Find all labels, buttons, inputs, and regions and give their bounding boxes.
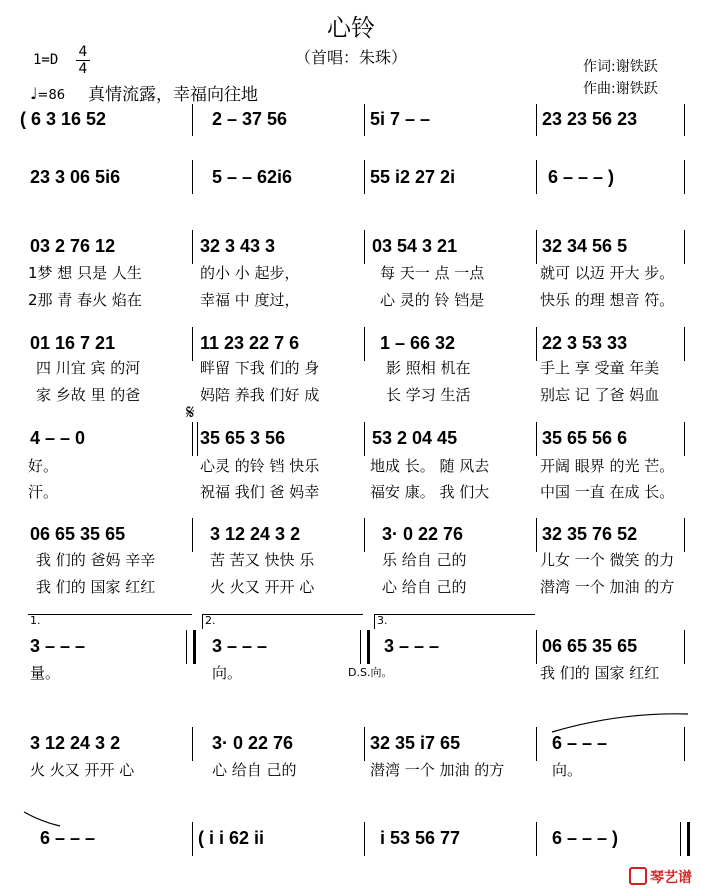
lyric-text: 家 乡故 里 的爸: [36, 386, 141, 404]
barline: [192, 160, 193, 194]
barline: [536, 327, 537, 361]
measure-13: 01 16 7 21: [30, 333, 116, 353]
volta-bracket-3: [374, 614, 535, 629]
lyric-text: 开阔 眼界 的光 芒。: [540, 457, 675, 475]
lyric-text: 汗。: [28, 483, 59, 501]
lyric-text: 别忘 记 了爸 妈血: [540, 386, 660, 404]
measure-1: ( 6 3 16 52: [20, 109, 107, 129]
barline: [192, 327, 193, 361]
lyric-text: 心 给自 己的: [212, 761, 297, 779]
tempo-marking: [30, 84, 65, 103]
measure-3: 5i 7 – –: [370, 109, 431, 129]
measure-10: 32 3 43 3: [200, 236, 276, 256]
measure-26: 3 – – –: [212, 636, 268, 656]
volta-label-1: 1.: [30, 614, 41, 627]
measure-36: 6 – – – ): [552, 828, 619, 848]
measure-15: 1 – 66 32: [380, 333, 456, 353]
composer-credit: 作曲:谢铁跃: [583, 81, 658, 97]
lyric-text: 四 川宜 宾 的河: [36, 359, 141, 377]
lyric-text: 中国 一直 在成 长。: [540, 483, 675, 501]
barline: [536, 518, 537, 552]
volta-label-2: 2.: [205, 614, 216, 627]
repeat-start-barline: [192, 422, 198, 456]
double-barline: [360, 630, 370, 664]
measure-16: 22 3 53 33: [542, 333, 628, 353]
measure-19: 53 2 04 45: [372, 428, 458, 448]
measure-23: 3· 0 22 76: [382, 524, 464, 544]
lyric-text: 潜湾 一个 加油 的方: [370, 761, 505, 779]
barline: [536, 822, 537, 856]
lyric-text: 火 火又 开开 心: [30, 761, 135, 779]
lyric-text: 心 给自 己的: [382, 578, 467, 596]
tempo-value: =86: [37, 88, 65, 103]
lyric-text: 苦 苦又 快快 乐: [210, 551, 315, 569]
measure-22: 3 12 24 3 2: [210, 524, 301, 544]
barline: [684, 518, 685, 552]
lyric-text: 量。: [30, 664, 61, 682]
barline: [536, 160, 537, 194]
barline: [192, 230, 193, 264]
meter-top: 4: [78, 44, 88, 60]
song-title: 心铃: [327, 14, 375, 42]
measure-21: 06 65 35 65: [30, 524, 126, 544]
barline: [536, 422, 537, 456]
barline: [364, 822, 365, 856]
barline: [536, 727, 537, 761]
lyric-text: 向。: [552, 761, 583, 779]
measure-30: 3· 0 22 76: [212, 733, 294, 753]
song-subtitle: （首唱：朱珠）: [294, 48, 407, 67]
barline: [364, 518, 365, 552]
barline: [684, 630, 685, 664]
barline: [536, 630, 537, 664]
barline: [192, 822, 193, 856]
measure-34: ( i i 62 ii: [198, 828, 265, 848]
final-barline: [680, 822, 690, 856]
lyric-text: 乐 给自 己的: [382, 551, 467, 569]
measure-24: 32 35 76 52: [542, 524, 638, 544]
barline: [684, 422, 685, 456]
measure-5: 23 3 06 5i6: [30, 167, 121, 187]
measure-28: 06 65 35 65: [542, 636, 638, 656]
site-logo: [629, 867, 692, 887]
barline: [684, 230, 685, 264]
lyric-text: 祝福 我们 爸 妈幸: [200, 483, 320, 501]
measure-6: 5 – – 62i6: [212, 167, 293, 187]
measure-20: 35 65 56 6: [542, 428, 628, 448]
measure-29: 3 12 24 3 2: [30, 733, 121, 753]
lyric-text: 潜湾 一个 加油 的方: [540, 578, 675, 596]
lyricist-credit: 作词:谢铁跃: [583, 59, 658, 75]
barline: [364, 160, 365, 194]
lyric-text: 火 火又 开开 心: [210, 578, 315, 596]
lyric-text: 地成 长。 随 风去: [370, 457, 490, 475]
measure-33: 6 – – –: [40, 828, 96, 848]
measure-9: 03 2 76 12: [30, 236, 116, 256]
lyric-text: 2那 青 春火 焰在: [28, 291, 142, 309]
barline: [684, 104, 685, 136]
measure-11: 03 54 3 21: [372, 236, 458, 256]
barline: [684, 327, 685, 361]
barline: [364, 727, 365, 761]
quarter-note-icon: ♩: [30, 84, 38, 103]
lyric-text: 好。: [28, 457, 59, 475]
measure-2: 2 – 37 56: [212, 109, 288, 129]
measure-32: 6 – – –: [552, 733, 608, 753]
ds-marking: D.S.向。: [348, 666, 393, 679]
barline: [536, 104, 537, 136]
measure-31: 32 35 i7 65: [370, 733, 461, 753]
lyric-text: 长 学习 生活: [386, 386, 471, 404]
time-signature: [76, 44, 90, 77]
lyric-text: 1梦 想 只是 人生: [28, 264, 142, 282]
measure-25: 3 – – –: [30, 636, 86, 656]
barline: [364, 104, 365, 136]
barline: [192, 727, 193, 761]
lyric-text: 心灵 的铃 铛 快乐: [200, 457, 320, 475]
measure-4: 23 23 56 23: [542, 109, 638, 129]
lyric-text: 福安 康。 我 们大: [370, 483, 490, 501]
lyric-text: 我 们的 爸妈 辛辛: [36, 551, 156, 569]
tie-arc: [550, 712, 690, 734]
lyric-text: 向。: [212, 664, 243, 682]
measure-8: 6 – – – ): [548, 167, 615, 187]
lyric-text: 就可 以迈 开大 步。: [540, 264, 675, 282]
volta-label-3: 3.: [377, 614, 388, 627]
repeat-end-barline: [186, 630, 196, 664]
expression-marking: 真情流露，幸福向往地: [88, 85, 258, 105]
lyric-text: 我 们的 国家 红红: [36, 578, 156, 596]
barline: [364, 422, 365, 456]
measure-12: 32 34 56 5: [542, 236, 628, 256]
lyric-text: 影 照相 机在: [386, 359, 471, 377]
barline: [364, 230, 365, 264]
barline: [192, 518, 193, 552]
volta-bracket-2: [202, 614, 363, 629]
volta-bracket-1: [28, 614, 192, 629]
lyric-text: 幸福 中 度过，: [200, 291, 300, 309]
segno-icon: 𝄋: [186, 400, 195, 424]
key-signature: 1=D: [33, 52, 59, 68]
barline: [192, 104, 193, 136]
lyric-text: 每 天一 点 一点: [380, 264, 485, 282]
lyric-text: 心 灵的 铃 铛是: [380, 291, 485, 309]
lyric-text: 我 们的 国家 红红: [540, 664, 660, 682]
measure-7: 55 i2 27 2i: [370, 167, 456, 187]
measure-14: 11 23 22 7 6: [200, 333, 300, 353]
lyric-text: 儿女 一个 微笑 的力: [540, 551, 675, 569]
measure-27: 3 – – –: [384, 636, 440, 656]
barline: [684, 160, 685, 194]
meter-bottom: 4: [76, 60, 90, 77]
barline: [536, 230, 537, 264]
lyric-text: 畔留 下我 们的 身: [200, 359, 320, 377]
lyric-text: 的小 小 起步，: [200, 264, 300, 282]
lyric-text: 快乐 的理 想音 符。: [540, 291, 675, 309]
lyric-text: 手上 享 受童 年美: [540, 359, 660, 377]
barline: [364, 327, 365, 361]
logo-text: 琴艺谱: [650, 870, 692, 886]
measure-17: 4 – – 0: [30, 428, 86, 448]
measure-18: 35 65 3 56: [200, 428, 286, 448]
tie-arc: [22, 810, 62, 828]
lyric-text: 妈陪 养我 们好 成: [200, 386, 320, 404]
measure-35: i 53 56 77: [380, 828, 461, 848]
logo-icon: [629, 867, 647, 885]
